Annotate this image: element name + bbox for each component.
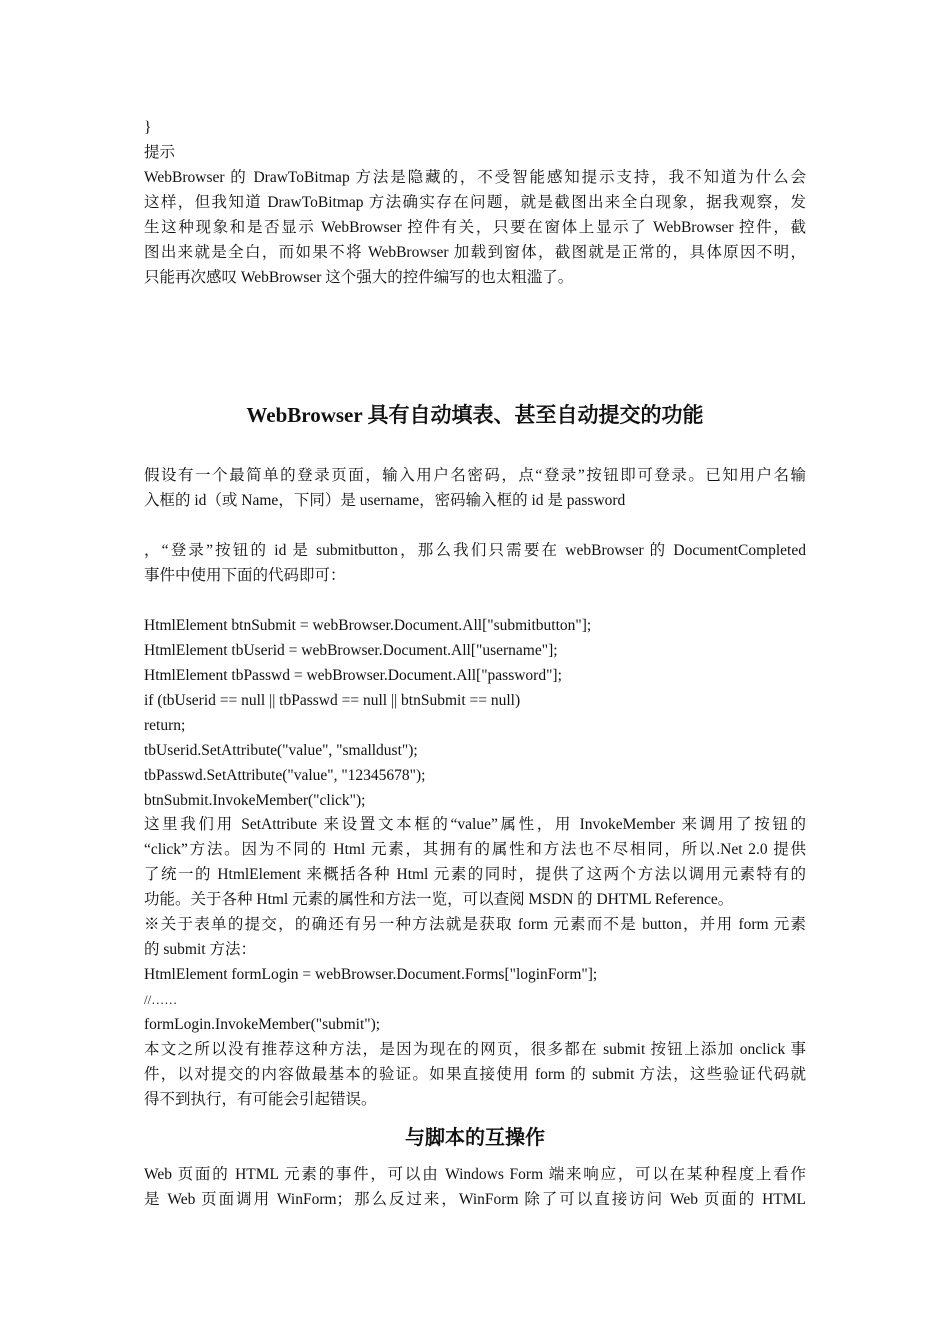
- code-line: if (tbUserid == null || tbPasswd == null || btnSubmit == null): [144, 692, 521, 709]
- code-line: tbUserid.SetAttribute("value", "smalldust");: [144, 742, 418, 759]
- paragraph-line: ，“登录”按钮的 id 是 submitbutton，那么我们只需要在 webBrowser 的 DocumentCompleted: [144, 542, 806, 559]
- paragraph-line: 假设有一个最简单的登录页面，输入用户名密码，点“登录”按钮即可登录。已知用户名输: [144, 467, 806, 484]
- intro-line: 图出来就是全白，而如果不将 WebBrowser 加载到窗体，截图就是正常的，具体原因不明，: [144, 244, 806, 261]
- intro-line: 生这种现象和是否显示 WebBrowser 控件有关，只要在窗体上显示了 WebBrowser 控件，截: [144, 219, 806, 236]
- paragraph-line: 这里我们用 SetAttribute 来设置文本框的“value”属性，用 InvokeMember 来调用了按钮的: [144, 816, 806, 833]
- paragraph-line: 事件中使用下面的代码即可：: [144, 567, 346, 584]
- section-heading-autofill: WebBrowser 具有自动填表、甚至自动提交的功能: [246, 403, 704, 427]
- code-comment: //……: [144, 992, 178, 1007]
- code-line: tbPasswd.SetAttribute("value", "12345678");: [144, 767, 426, 784]
- paragraph-line: 的 submit 方法：: [144, 941, 256, 958]
- intro-line: WebBrowser 的 DrawToBitmap 方法是隐藏的，不受智能感知提示支持，我不知道为什么会: [144, 169, 806, 186]
- paragraph-line: 件，以对提交的内容做最基本的验证。如果直接使用 form 的 submit 方法，这些验证代码就: [144, 1066, 806, 1083]
- section-heading-script-interop: 与脚本的互操作: [405, 1127, 545, 1149]
- intro-line: 只能再次感叹 WebBrowser 这个强大的控件编写的也太粗滥了。: [144, 269, 574, 286]
- code-line: HtmlElement formLogin = webBrowser.Document.Forms["loginForm"];: [144, 966, 598, 983]
- code-line: HtmlElement btnSubmit = webBrowser.Document.All["submitbutton"];: [144, 617, 592, 634]
- intro-line: 这样，但我知道 DrawToBitmap 方法确实存在问题，就是截图出来全白现象，据我观察，发: [144, 194, 806, 211]
- code-line: HtmlElement tbUserid = webBrowser.Document.All["username"];: [144, 642, 558, 659]
- code-line: return;: [144, 717, 186, 734]
- paragraph-line: 入框的 id（或 Name，下同）是 username，密码输入框的 id 是 password: [144, 492, 626, 509]
- paragraph-line: 得不到执行，有可能会引起错误。: [144, 1091, 377, 1108]
- paragraph-line: ※关于表单的提交，的确还有另一种方法就是获取 form 元素而不是 button，并用 form 元素: [144, 916, 806, 933]
- paragraph-line: “click”方法。因为不同的 Html 元素，其拥有的属性和方法也不尽相同，所以.Net 2.0 提供: [144, 841, 806, 858]
- tip-label: 提示: [144, 144, 176, 161]
- code-line: btnSubmit.InvokeMember("click");: [144, 792, 366, 809]
- paragraph-line: 功能。关于各种 Html 元素的属性和方法一览，可以查阅 MSDN 的 DHTML Reference。: [144, 891, 734, 908]
- paragraph-line: 本文之所以没有推荐这种方法，是因为现在的网页，很多都在 submit 按钮上添加 onclick 事: [144, 1041, 806, 1058]
- code-line: HtmlElement tbPasswd = webBrowser.Document.All["password"];: [144, 667, 562, 684]
- closing-brace: }: [144, 119, 152, 136]
- paragraph-line: 了统一的 HtmlElement 来概括各种 Html 元素的同时，提供了这两个方法以调用元素特有的: [144, 866, 806, 883]
- code-line: formLogin.InvokeMember("submit");: [144, 1016, 381, 1033]
- paragraph-line: 是 Web 页面调用 WinForm；那么反过来，WinForm 除了可以直接访问 Web 页面的 HTML: [144, 1191, 806, 1208]
- paragraph-line: Web 页面的 HTML 元素的事件，可以由 Windows Form 端来响应，可以在某种程度上看作: [144, 1166, 806, 1183]
